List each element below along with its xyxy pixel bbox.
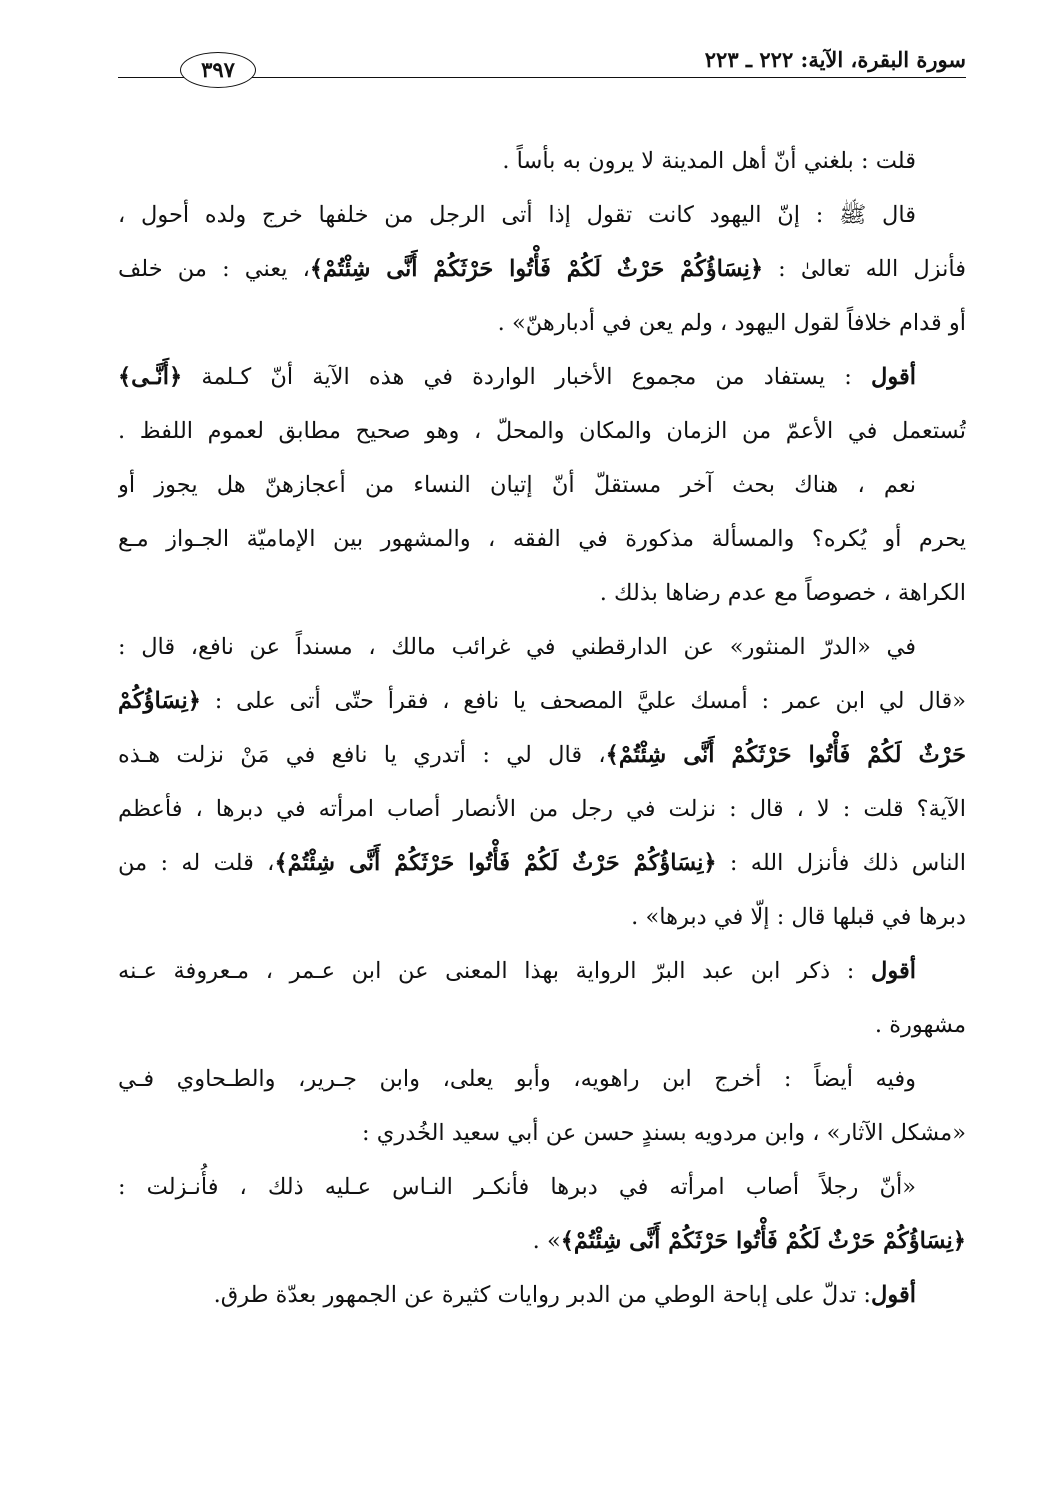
text-run: يحرم أو يُكره؟ والمسألة مذكورة في الفقه ، والمشهور بين الإماميّة الجـواز مـع — [118, 526, 966, 552]
text-line — [118, 944, 966, 998]
text-run: «مشكل الآثار» ، وابن مردويه بسندٍ حسن عن أبي سعيد الخُدري : — [362, 1120, 966, 1146]
text-line — [118, 890, 966, 944]
text-line — [118, 404, 966, 458]
quran-verse: ﴿نِسَاؤُكُمْ حَرْثٌ لَكُمْ فَأْتُوا حَرْثَكُمْ أَنَّى شِئْتُمْ﴾ — [274, 850, 717, 876]
text-line — [118, 836, 966, 890]
aqulu-label: أقول — [871, 958, 916, 984]
text-run: ، يعني : من خلف — [118, 256, 310, 282]
text-run: أو قدام خلافاً لقول اليهود ، ولم يعن في أدبارهنّ» . — [497, 310, 966, 336]
text-line — [118, 1214, 966, 1268]
text-line — [118, 512, 966, 566]
running-title: سورة البقرة، الآية: ٢٢٢ ـ ٢٢٣ — [704, 47, 966, 72]
text-line — [118, 782, 966, 836]
text-run: دبرها في قبلها قال : إلّا في دبرها» . — [631, 904, 966, 930]
text-run: تُستعمل في الأعمّ من الزمان والمكان والمحلّ ، وهو صحيح مطابق لعموم اللفظ . — [118, 418, 966, 444]
text-line — [118, 350, 966, 404]
text-run: ، قلت له : من — [118, 850, 275, 876]
text-run: في «الدرّ المنثور» عن الدارقطني في غرائب مالك ، مسنداً عن نافع، قال : — [118, 634, 916, 660]
text-run: : ذكر ابن عبد البرّ الرواية بهذا المعنى عن ابن عـمر ، مـعروفة عـنه — [118, 958, 872, 984]
text-run: الكراهة ، خصوصاً مع عدم رضاها بذلك . — [599, 580, 966, 606]
text-run: : تدلّ على إباحة الوطي من الدبر روايات كثيرة عن الجمهور بعدّة طرق. — [213, 1282, 872, 1308]
text-run: وفيه أيضاً : أخرج ابن راهويه، وأبو يعلى، وابن جـرير، والطـحاوي فـي — [118, 1066, 916, 1092]
text-line — [118, 242, 966, 296]
body-text — [118, 134, 966, 1322]
text-run: قلت : بلغني أنّ أهل المدينة لا يرون به بأساً . — [502, 148, 916, 174]
page-header — [118, 44, 966, 84]
text-line — [118, 1106, 966, 1160]
quran-verse: ﴿نِسَاؤُكُمْ — [118, 688, 201, 714]
quran-verse: ﴿نِسَاؤُكُمْ حَرْثٌ لَكُمْ فَأْتُوا حَرْثَكُمْ أَنَّى شِئْتُمْ﴾ — [560, 1228, 966, 1254]
text-run: نعم ، هناك بحث آخر مستقلّ أنّ إتيان النساء من أعجازهنّ هل يجوز أو — [118, 472, 916, 498]
text-run: : يستفاد من مجموع الأخبار الواردة في هذه الآية أنّ كـلمة — [182, 364, 872, 390]
text-run: الآية؟ قلت : لا ، قال : نزلت في رجل من الأنصار أصاب امرأته في دبرها ، فأعظم — [118, 796, 966, 822]
page-number: ٣٩٧ — [180, 52, 256, 88]
text-line — [118, 566, 966, 620]
text-line — [118, 998, 966, 1052]
quran-word: ﴿أَنَّـى﴾ — [118, 364, 183, 390]
text-line — [118, 1160, 966, 1214]
text-run: مشهورة . — [874, 1012, 966, 1038]
text-line — [118, 620, 966, 674]
text-run: «قال لي ابن عمر : أمسك عليَّ المصحف يا نافع ، فقرأ حتّى أتى على : — [200, 688, 966, 714]
text-line — [118, 728, 966, 782]
text-line — [118, 1052, 966, 1106]
aqulu-label: أقول — [871, 1282, 916, 1308]
quran-verse: حَرْثٌ لَكُمْ فَأْتُوا حَرْثَكُمْ أَنَّى شِئْتُمْ﴾ — [605, 742, 966, 768]
text-run: الناس ذلك فأنزل الله : — [716, 850, 966, 876]
text-run: قال ﷺ : إنّ اليهود كانت تقول إذا أتى الرجل من خلفها خرج ولده أحول ، — [118, 202, 916, 228]
text-run: » . — [532, 1228, 561, 1254]
text-line — [118, 134, 966, 188]
text-run: ، قال لي : أتدري يا نافع في مَنْ نزلت هـذه — [118, 742, 606, 768]
text-line — [118, 458, 966, 512]
text-run: «أنّ رجلاً أصاب امرأته في دبرها فأنكـر النـاس عـليه ذلك ، فأُنـزلت : — [118, 1174, 916, 1200]
text-line — [118, 674, 966, 728]
text-run: فأنزل الله تعالىٰ : — [763, 256, 966, 282]
text-line — [118, 188, 966, 242]
text-line — [118, 1268, 966, 1322]
quran-verse: ﴿نِسَاؤُكُمْ حَرْثٌ لَكُمْ فَأْتُوا حَرْثَكُمْ أَنَّى شِئْتُمْ﴾ — [309, 256, 764, 282]
aqulu-label: أقول — [871, 364, 916, 390]
text-line — [118, 296, 966, 350]
